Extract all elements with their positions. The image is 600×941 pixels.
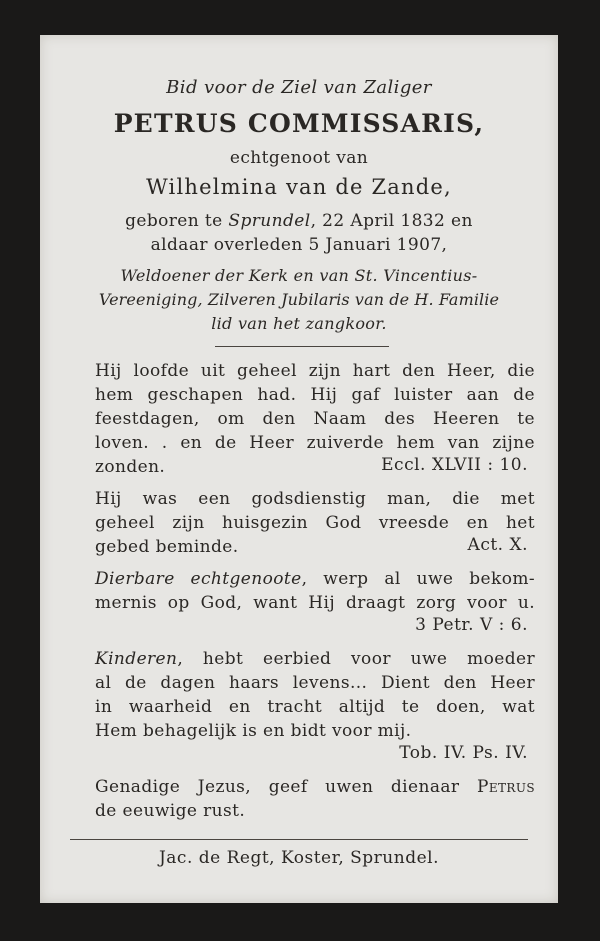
verse-3 — [95, 567, 535, 615]
spouse-name: Wilhelmina van de Zande, — [146, 175, 452, 199]
birth-place: Sprundel — [228, 211, 311, 231]
verse-4-reference: Tob. IV. Ps. IV. — [399, 743, 528, 763]
verse-1-line: loven. . en de Heer zuiverde hem van zijne — [95, 433, 535, 453]
verse-4 — [95, 647, 535, 743]
verse-4-text: , hebt eerbied voor uwe moeder — [177, 649, 535, 669]
verse-4-line: al de dagen haars levens... Dient den Heer — [95, 673, 535, 693]
verse-2-line: Hij was een godsdienstig man, die met — [95, 489, 535, 509]
role-line-3: lid van het zangkoor. — [211, 314, 387, 333]
divider — [215, 346, 389, 347]
verse-3-line — [95, 567, 535, 591]
deceased-name: PETRUS COMMISSARIS, — [113, 109, 485, 138]
verse-1-line: zonden. — [95, 457, 166, 477]
role-line-1: Weldoener der Kerk en van St. Vincentius- — [120, 266, 478, 285]
printer-credit: Jac. de Regt, Koster, Sprundel. — [158, 848, 439, 868]
verse-4-address: Kinderen — [95, 649, 178, 669]
closing-line — [95, 775, 535, 799]
verse-2-reference: Act. X. — [467, 535, 528, 555]
verse-1-reference: Eccl. XLVII : 10. — [381, 455, 528, 475]
verse-1-line: hem geschapen had. Hij gaf luister aan de — [95, 385, 535, 405]
verse-3-line: mernis op God, want Hij draagt zorg voor u. — [95, 593, 535, 613]
footer-divider — [70, 839, 528, 840]
closing-text: Genadige Jezus, geef uwen dienaar — [95, 777, 478, 797]
spouse-intro: echtgenoot van — [229, 148, 369, 168]
verse-1-line: Hij loofde uit geheel zijn hart den Heer, die — [95, 361, 535, 381]
verse-4-line — [95, 647, 535, 671]
role-line-2: Vereeniging, Zilveren Jubilaris van de H. Familie — [98, 290, 500, 309]
birth-prefix: geboren te — [125, 211, 229, 231]
verse-2-line: geheel zijn huisgezin God vreesde en het — [95, 513, 535, 533]
verse-4-line: Hem behagelijk is en bidt voor mij. — [95, 721, 412, 741]
verse-4-line: in waarheid en tracht altijd te doen, wat — [95, 697, 535, 717]
closing-prayer — [95, 775, 535, 823]
closing-line: de eeuwige rust. — [95, 801, 246, 821]
verse-3-text: , werp al uwe bekom- — [301, 569, 535, 589]
death-line: aldaar overleden 5 Januari 1907, — [150, 235, 448, 255]
verse-3-reference: 3 Petr. V : 6. — [415, 615, 528, 635]
verse-1-line: feestdagen, om den Naam des Heeren te — [95, 409, 535, 429]
birth-line — [40, 211, 558, 231]
birth-suffix: , 22 April 1832 en — [310, 211, 473, 231]
intro-line: Bid voor de Ziel van Zaliger — [166, 77, 432, 98]
closing-name: Petrus — [477, 777, 535, 797]
verse-2-line: gebed beminde. — [95, 537, 239, 557]
memorial-card — [40, 35, 558, 903]
verse-3-address: Dierbare echtgenoote — [95, 569, 302, 589]
